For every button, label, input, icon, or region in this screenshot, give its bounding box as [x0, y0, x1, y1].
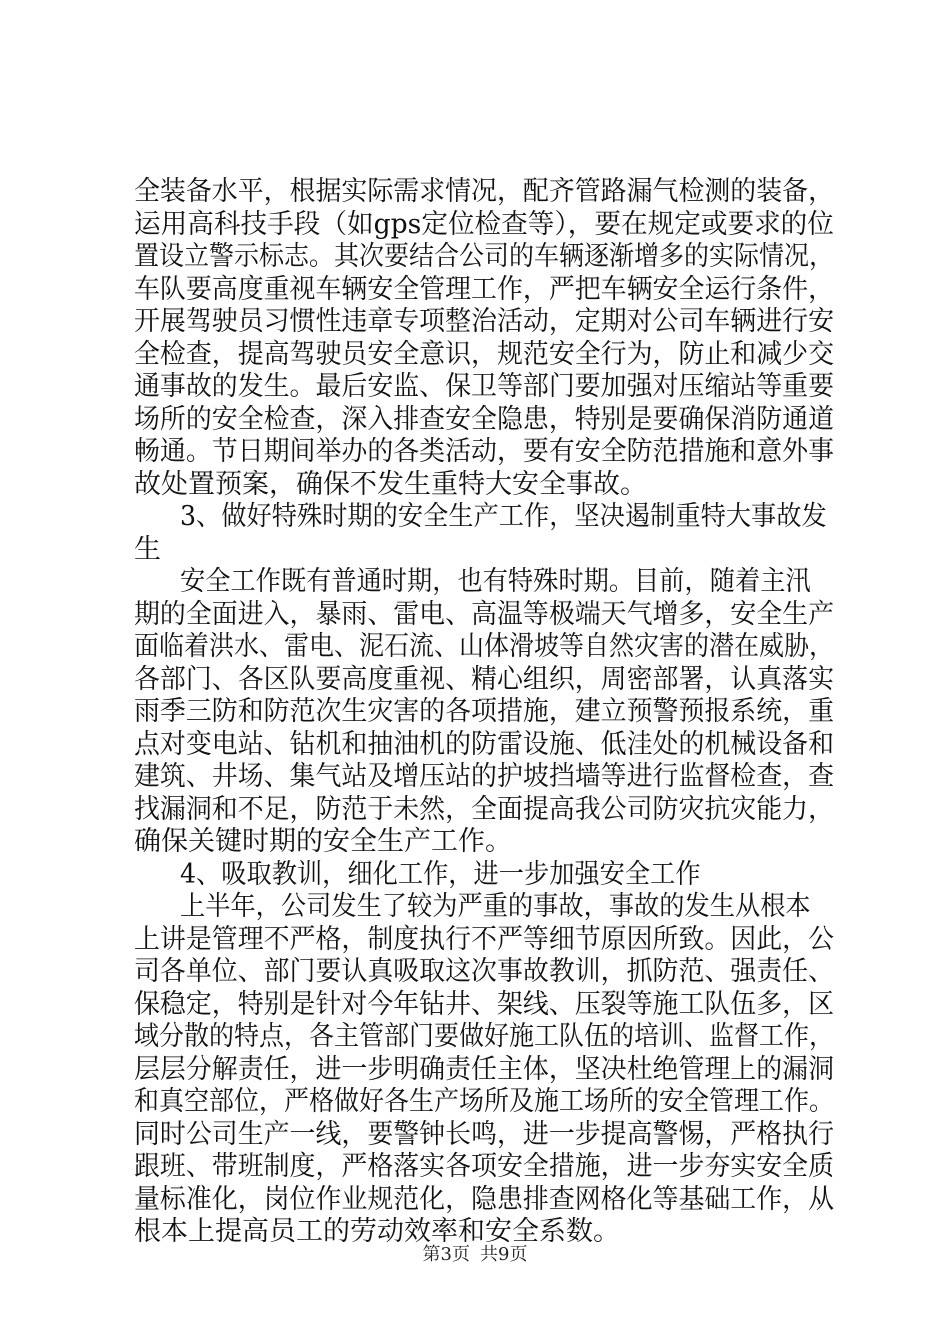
text-line: 车队要高度重视车辆安全管理工作，严把车辆安全运行条件，	[134, 273, 834, 305]
section-heading-3-continued: 生	[134, 533, 161, 565]
section-heading-3: 3、做好特殊时期的安全生产工作，坚决遏制重特大事故发	[180, 501, 827, 532]
text-line: 全装备水平，根据实际需求情况，配齐管路漏气检测的装备，	[134, 176, 834, 207]
paragraph-start: 上半年，公司发生了较为严重的事故，事故的发生从根本	[180, 891, 811, 922]
text-line: 运用高科技手段（如gps定位检查等），要在规定或要求的位	[134, 208, 834, 240]
text-line: 司各单位、部门要认真吸取这次事故教训，抓防范、强责任、	[134, 956, 834, 987]
text-line: 故处置预案，确保不发生重特大安全事故。	[134, 468, 647, 500]
text-line: 保稳定，特别是针对今年钻井、架线、压裂等施工队伍多，区	[134, 988, 834, 1020]
page-total: 共9页	[480, 1244, 528, 1265]
text-line: 确保关键时期的安全生产工作。	[134, 826, 512, 857]
section-heading-4: 4、吸取教训，细化工作，进一步加强安全工作	[180, 858, 701, 890]
text-line: 全检查，提高驾驶员安全意识，规范安全行为，防止和减少交	[134, 338, 834, 370]
text-line: 跟班、带班制度，严格落实各项安全措施，进一步夯实安全质	[134, 1151, 834, 1182]
text-line: 量标准化，岗位作业规范化，隐患排查网格化等基础工作，从	[134, 1183, 834, 1215]
text-line: 各部门、各区队要高度重视、精心组织，周密部署，认真落实	[134, 663, 834, 695]
text-line: 找漏洞和不足，防范于未然，全面提高我公司防灾抗灾能力，	[134, 793, 834, 825]
text-line: 开展驾驶员习惯性违章专项整治活动，定期对公司车辆进行安	[134, 306, 834, 337]
text-line: 和真空部位，严格做好各生产场所及施工场所的安全管理工作。	[134, 1086, 834, 1117]
page-footer	[0, 1243, 950, 1267]
text-line: 建筑、井场、集气站及增压站的护坡挡墙等进行监督检查，查	[134, 761, 834, 792]
text-line: 期的全面进入，暴雨、雷电、高温等极端天气增多，安全生产	[134, 598, 834, 630]
text-line: 场所的安全检查，深入排查安全隐患，特别是要确保消防通道	[134, 403, 834, 435]
text-line: 上讲是管理不严格，制度执行不严等细节原因所致。因此，公	[134, 923, 834, 955]
text-line: 置设立警示标志。其次要结合公司的车辆逐渐增多的实际情况，	[134, 241, 834, 272]
paragraph-start: 安全工作既有普通时期，也有特殊时期。目前，随着主汛	[180, 566, 811, 597]
text-line: 同时公司生产一线，要警钟长鸣，进一步提高警惕，严格执行	[134, 1118, 834, 1150]
text-line: 雨季三防和防范次生灾害的各项措施，建立预警预报系统，重	[134, 696, 834, 727]
page-number: 第3页	[422, 1244, 470, 1265]
text-line: 根本上提高员工的劳动效率和安全系数。	[134, 1216, 620, 1247]
text-line: 点对变电站、钻机和抽油机的防雷设施、低洼处的机械设备和	[134, 728, 834, 760]
text-line: 畅通。节日期间举办的各类活动，要有安全防范措施和意外事	[134, 436, 834, 467]
text-line: 通事故的发生。最后安监、保卫等部门要加强对压缩站等重要	[134, 371, 834, 402]
text-line: 域分散的特点，各主管部门要做好施工队伍的培训、监督工作，	[134, 1021, 834, 1052]
text-line: 层层分解责任，进一步明确责任主体，坚决杜绝管理上的漏洞	[134, 1053, 834, 1085]
text-line: 面临着洪水、雷电、泥石流、山体滑坡等自然灾害的潜在威胁，	[134, 631, 834, 662]
